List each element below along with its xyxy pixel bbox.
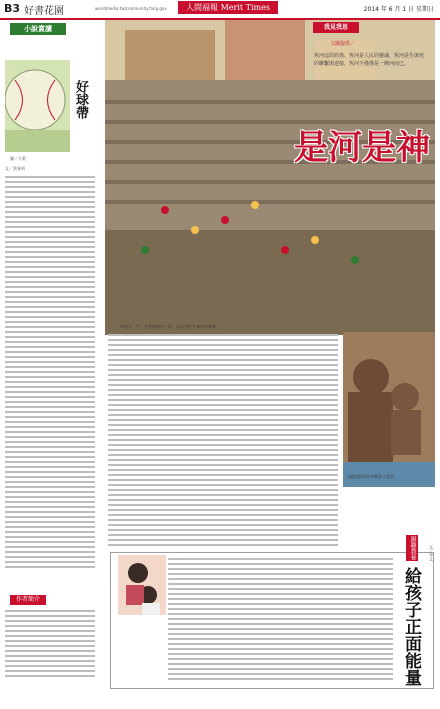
parenting-author: 文／李文 bbox=[429, 545, 434, 561]
parenting-title: 給孩子正面能量 bbox=[401, 567, 421, 686]
section-number: B3 bbox=[4, 2, 21, 15]
father-baby-photo bbox=[343, 332, 435, 487]
pull-quote: 恆河這段經典、恆河是人民的靈魂，恆河是生與死的聯繫與連接，恆河不僅僅是一條河而已。 bbox=[314, 53, 425, 67]
education-section-tag: 親職教養 bbox=[406, 535, 418, 561]
story-body-text bbox=[5, 176, 95, 571]
novel-section-tag: 小說賞讀 bbox=[10, 23, 66, 35]
article-title: 是河是神 bbox=[294, 128, 430, 168]
photo-caption: 印度人一生一定要來恆河一次，以此淨化生命中的罪業。 bbox=[120, 324, 220, 329]
issue-date: 2014 年 6 月 1 日 星期日 bbox=[363, 6, 434, 13]
masthead-logo: 人間福報 Merit Times bbox=[178, 1, 278, 14]
site-url: worldmedia.tw/community.fang.gov bbox=[95, 6, 167, 11]
author-bio-text bbox=[5, 610, 95, 680]
story-author: 文／黃春明 bbox=[5, 166, 25, 171]
author-bio-tag: 作者簡介 bbox=[10, 595, 46, 605]
essay-section-tag: 我見我思 bbox=[313, 22, 359, 33]
mother-child-photo bbox=[118, 555, 166, 615]
baby-photo-caption: 父親用恆河河水替孩子洗浴。 bbox=[346, 474, 398, 479]
story-title: 好球帶 bbox=[73, 80, 88, 119]
essay-author: 文圖提供／ bbox=[330, 41, 356, 47]
section-name: 好書花園 bbox=[24, 6, 64, 17]
parenting-body-text bbox=[168, 558, 393, 683]
illustration-caption: 圖／九歌 bbox=[10, 156, 26, 161]
article-body-text bbox=[108, 334, 338, 549]
baseball-illustration bbox=[5, 60, 70, 152]
